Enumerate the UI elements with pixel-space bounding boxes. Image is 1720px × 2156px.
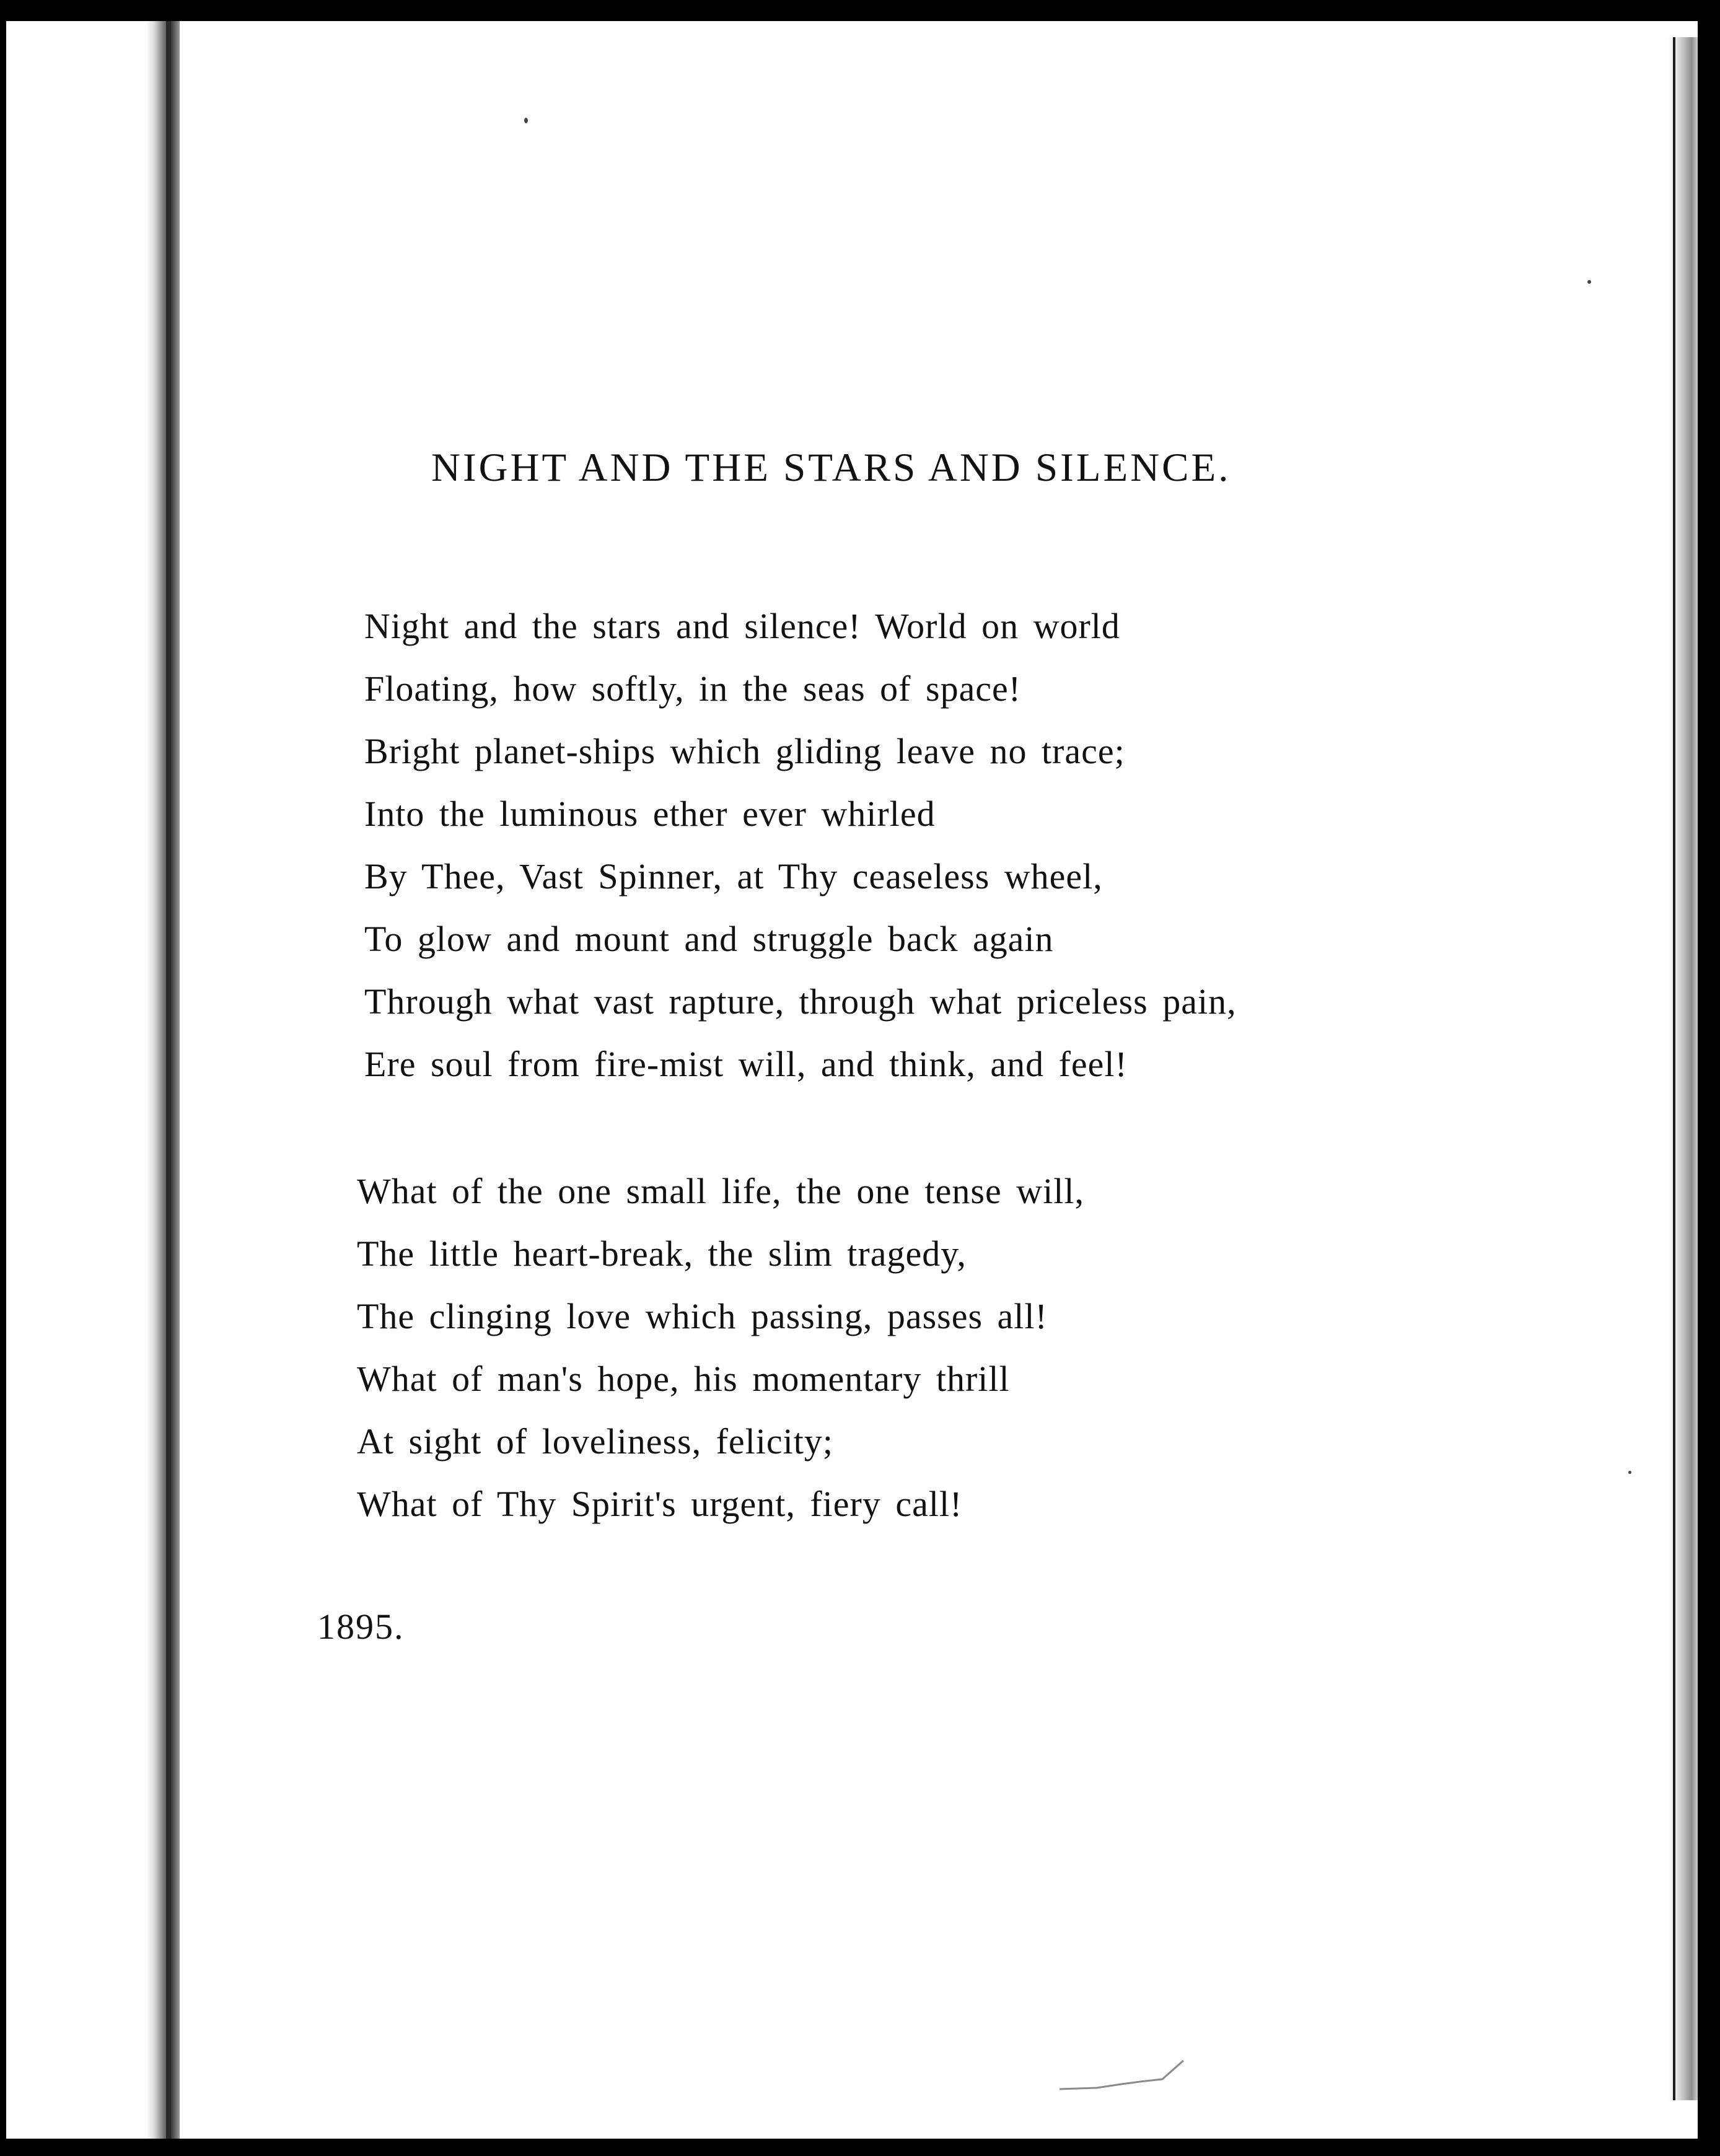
scan-border-bottom	[0, 2139, 1720, 2156]
stanza-2	[357, 1160, 1084, 1535]
poem-line: Through what vast rapture, through what priceless pain,	[364, 981, 1237, 1022]
poem-line: Ere soul from fire-mist will, and think, and feel!	[364, 1044, 1128, 1084]
print-speck	[1628, 1471, 1631, 1474]
poem-line: At sight of loveliness, felicity;	[357, 1421, 833, 1461]
poem-line: Floating, how softly, in the seas of space!	[364, 668, 1022, 709]
poem-line: What of Thy Spirit's urgent, fiery call!	[357, 1484, 963, 1524]
book-spine-line	[166, 21, 171, 2139]
poem-line: To glow and mount and struggle back again	[364, 919, 1054, 959]
poem-line: The little heart-break, the slim tragedy,	[357, 1234, 967, 1274]
print-speck	[524, 118, 528, 123]
page-scratch-mark	[1053, 2057, 1202, 2094]
scan-border-right	[1698, 0, 1720, 2156]
poem-title: NIGHT AND THE STARS AND SILENCE.	[431, 445, 1231, 490]
poem-line: What of man's hope, his momentary thrill	[357, 1359, 1010, 1399]
poem-line: The clinging love which passing, passes all!	[357, 1296, 1048, 1336]
poem-line: Night and the stars and silence! World on world	[364, 606, 1120, 646]
book-gutter-shadow	[146, 21, 180, 2139]
stanza-1	[364, 595, 1237, 1095]
poem-line: What of the one small life, the one tense will,	[357, 1171, 1084, 1211]
poem-line: By Thee, Vast Spinner, at Thy ceaseless wheel,	[364, 856, 1103, 896]
poem-date: 1895.	[317, 1606, 405, 1647]
print-speck	[1587, 280, 1591, 284]
poem-line: Bright planet-ships which gliding leave no trace;	[364, 731, 1125, 771]
page-edge-line	[1673, 37, 1675, 2100]
scan-border-top	[0, 0, 1720, 21]
scan-border-left	[0, 0, 6, 2156]
poem-line: Into the luminous ether ever whirled	[364, 794, 936, 834]
